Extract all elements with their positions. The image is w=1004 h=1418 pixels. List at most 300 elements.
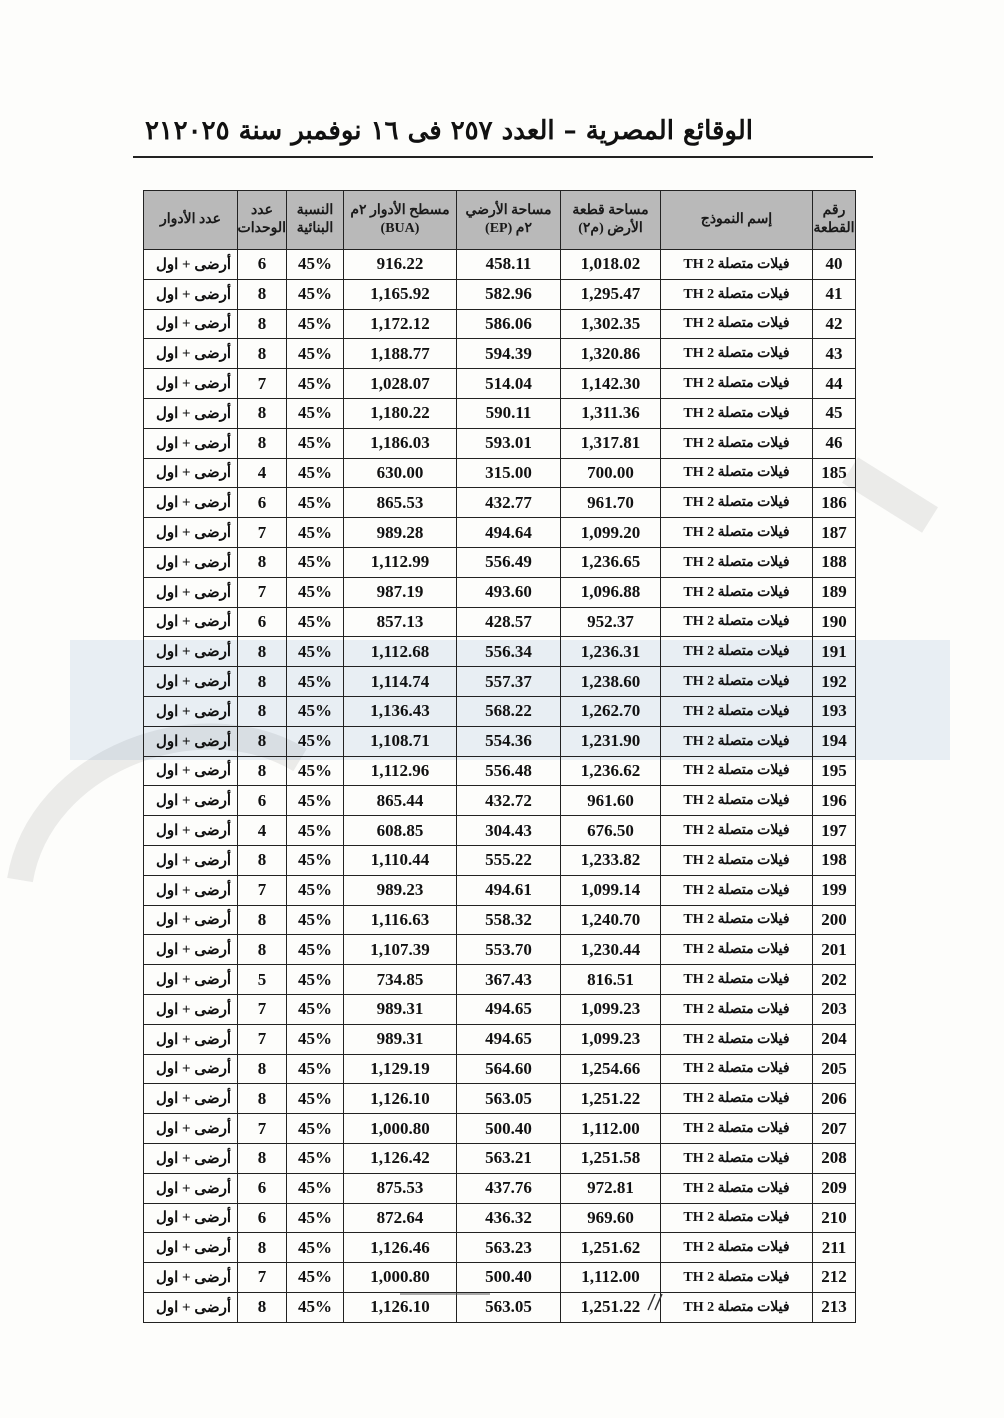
cell-floors: أرضى + اول: [144, 845, 238, 875]
cell-building-ratio: 45%: [287, 339, 344, 369]
table-row: [144, 726, 856, 756]
cell-units: 8: [238, 935, 287, 965]
cell-model-name: فيلات متصلة TH 2: [661, 607, 813, 637]
cell-plot-area: 676.50: [561, 816, 661, 846]
cell-model-name: فيلات متصلة TH 2: [661, 488, 813, 518]
table-header-row: [144, 191, 856, 250]
cell-plot-number: 208: [813, 1143, 856, 1173]
cell-floors: أرضى + اول: [144, 458, 238, 488]
table-row: [144, 369, 856, 399]
cell-building-ratio: 45%: [287, 1114, 344, 1144]
cell-plot-area: 1,236.62: [561, 756, 661, 786]
cell-model-name: فيلات متصلة TH 2: [661, 1084, 813, 1114]
table-row: [144, 756, 856, 786]
cell-floors: أرضى + اول: [144, 428, 238, 458]
cell-building-ratio: 45%: [287, 875, 344, 905]
cell-plot-area: 1,142.30: [561, 369, 661, 399]
col-ground-area: مساحة الأرضي ٢م (EP): [457, 191, 561, 250]
cell-plot-number: 197: [813, 816, 856, 846]
cell-model-name: فيلات متصلة TH 2: [661, 250, 813, 280]
cell-ground-area: 586.06: [457, 309, 561, 339]
cell-plot-area: 1,233.82: [561, 845, 661, 875]
cell-model-name: فيلات متصلة TH 2: [661, 1024, 813, 1054]
cell-bua: 865.53: [344, 488, 457, 518]
table-row: [144, 875, 856, 905]
cell-units: 5: [238, 965, 287, 995]
cell-bua: 1,116.63: [344, 905, 457, 935]
table-row: [144, 309, 856, 339]
cell-plot-area: 1,230.44: [561, 935, 661, 965]
cell-model-name: فيلات متصلة TH 2: [661, 816, 813, 846]
table-body: [144, 250, 856, 1323]
cell-plot-area: 1,311.36: [561, 398, 661, 428]
cell-ground-area: 556.48: [457, 756, 561, 786]
cell-units: 4: [238, 816, 287, 846]
cell-plot-area: 1,251.22: [561, 1292, 661, 1322]
plots-table: [143, 190, 856, 1323]
cell-building-ratio: 45%: [287, 1292, 344, 1322]
cell-units: 6: [238, 786, 287, 816]
cell-building-ratio: 45%: [287, 667, 344, 697]
table-row: [144, 547, 856, 577]
cell-plot-number: 41: [813, 279, 856, 309]
cell-floors: أرضى + اول: [144, 696, 238, 726]
cell-ground-area: 367.43: [457, 965, 561, 995]
cell-model-name: فيلات متصلة TH 2: [661, 279, 813, 309]
cell-plot-number: 211: [813, 1233, 856, 1263]
cell-plot-area: 1,236.31: [561, 637, 661, 667]
cell-bua: 872.64: [344, 1203, 457, 1233]
cell-model-name: فيلات متصلة TH 2: [661, 309, 813, 339]
cell-plot-area: 1,112.00: [561, 1263, 661, 1293]
cell-floors: أرضى + اول: [144, 756, 238, 786]
cell-bua: 1,126.42: [344, 1143, 457, 1173]
cell-units: 8: [238, 547, 287, 577]
cell-building-ratio: 45%: [287, 488, 344, 518]
cell-ground-area: 555.22: [457, 845, 561, 875]
cell-bua: 1,129.19: [344, 1054, 457, 1084]
table-row: [144, 1203, 856, 1233]
cell-ground-area: 582.96: [457, 279, 561, 309]
cell-bua: 1,108.71: [344, 726, 457, 756]
cell-units: 7: [238, 875, 287, 905]
cell-units: 8: [238, 1054, 287, 1084]
cell-building-ratio: 45%: [287, 309, 344, 339]
cell-floors: أرضى + اول: [144, 339, 238, 369]
col-plot-area: مساحة قطعة الأرض (م٢): [561, 191, 661, 250]
cell-building-ratio: 45%: [287, 816, 344, 846]
cell-ground-area: 563.23: [457, 1233, 561, 1263]
cell-plot-number: 40: [813, 250, 856, 280]
table-row: [144, 667, 856, 697]
cell-floors: أرضى + اول: [144, 994, 238, 1024]
page-number: ٢١: [145, 116, 173, 146]
cell-plot-area: 1,096.88: [561, 577, 661, 607]
table-row: [144, 994, 856, 1024]
cell-units: 8: [238, 1143, 287, 1173]
col-bua: مسطح الأدوار ٢م (BUA): [344, 191, 457, 250]
cell-floors: أرضى + اول: [144, 816, 238, 846]
col-building-ratio: النسبة البنائية: [287, 191, 344, 250]
table-row: [144, 1024, 856, 1054]
cell-building-ratio: 45%: [287, 577, 344, 607]
cell-ground-area: 594.39: [457, 339, 561, 369]
table-row: [144, 1054, 856, 1084]
cell-building-ratio: 45%: [287, 398, 344, 428]
table-row: [144, 905, 856, 935]
cell-floors: أرضى + اول: [144, 1292, 238, 1322]
cell-plot-number: 205: [813, 1054, 856, 1084]
cell-floors: أرضى + اول: [144, 1084, 238, 1114]
cell-plot-number: 204: [813, 1024, 856, 1054]
plots-table-wrap: [143, 190, 855, 1323]
cell-floors: أرضى + اول: [144, 488, 238, 518]
cell-floors: أرضى + اول: [144, 250, 238, 280]
cell-floors: أرضى + اول: [144, 786, 238, 816]
cell-building-ratio: 45%: [287, 696, 344, 726]
cell-plot-area: 1,231.90: [561, 726, 661, 756]
cell-building-ratio: 45%: [287, 935, 344, 965]
cell-model-name: فيلات متصلة TH 2: [661, 994, 813, 1024]
cell-ground-area: 553.70: [457, 935, 561, 965]
cell-bua: 1,112.99: [344, 547, 457, 577]
cell-floors: أرضى + اول: [144, 279, 238, 309]
cell-floors: أرضى + اول: [144, 1024, 238, 1054]
table-row: [144, 786, 856, 816]
cell-bua: 1,186.03: [344, 428, 457, 458]
cell-plot-area: 1,236.65: [561, 547, 661, 577]
cell-plot-area: 1,238.60: [561, 667, 661, 697]
cell-plot-area: 1,317.81: [561, 428, 661, 458]
cell-floors: أرضى + اول: [144, 935, 238, 965]
cell-building-ratio: 45%: [287, 637, 344, 667]
cell-building-ratio: 45%: [287, 1024, 344, 1054]
cell-units: 8: [238, 1233, 287, 1263]
cell-model-name: فيلات متصلة TH 2: [661, 369, 813, 399]
cell-bua: 875.53: [344, 1173, 457, 1203]
cell-plot-area: 1,320.86: [561, 339, 661, 369]
cell-units: 7: [238, 577, 287, 607]
cell-plot-number: 185: [813, 458, 856, 488]
cell-units: 8: [238, 726, 287, 756]
cell-model-name: فيلات متصلة TH 2: [661, 965, 813, 995]
cell-bua: 630.00: [344, 458, 457, 488]
footer-marks: [400, 1292, 700, 1312]
cell-ground-area: 568.22: [457, 696, 561, 726]
cell-building-ratio: 45%: [287, 428, 344, 458]
cell-plot-number: 201: [813, 935, 856, 965]
cell-ground-area: 558.32: [457, 905, 561, 935]
table-row: [144, 577, 856, 607]
cell-units: 8: [238, 1084, 287, 1114]
cell-plot-area: 1,099.20: [561, 518, 661, 548]
cell-ground-area: 458.11: [457, 250, 561, 280]
cell-units: 4: [238, 458, 287, 488]
cell-units: 6: [238, 1203, 287, 1233]
page-header: [133, 112, 873, 158]
cell-ground-area: 564.60: [457, 1054, 561, 1084]
cell-model-name: فيلات متصلة TH 2: [661, 1173, 813, 1203]
cell-plot-number: 42: [813, 309, 856, 339]
cell-plot-number: 199: [813, 875, 856, 905]
cell-building-ratio: 45%: [287, 1084, 344, 1114]
cell-floors: أرضى + اول: [144, 875, 238, 905]
cell-building-ratio: 45%: [287, 905, 344, 935]
table-row: [144, 935, 856, 965]
cell-model-name: فيلات متصلة TH 2: [661, 786, 813, 816]
cell-ground-area: 493.60: [457, 577, 561, 607]
cell-floors: أرضى + اول: [144, 905, 238, 935]
cell-plot-number: 206: [813, 1084, 856, 1114]
cell-building-ratio: 45%: [287, 786, 344, 816]
cell-plot-area: 952.37: [561, 607, 661, 637]
cell-model-name: فيلات متصلة TH 2: [661, 667, 813, 697]
cell-plot-number: 202: [813, 965, 856, 995]
cell-bua: 1,172.12: [344, 309, 457, 339]
cell-bua: 1,110.44: [344, 845, 457, 875]
cell-plot-number: 212: [813, 1263, 856, 1293]
cell-building-ratio: 45%: [287, 547, 344, 577]
cell-plot-number: 200: [813, 905, 856, 935]
cell-bua: 1,126.10: [344, 1292, 457, 1322]
cell-building-ratio: 45%: [287, 518, 344, 548]
col-plot-number: رقم القطعة: [813, 191, 856, 250]
cell-floors: أرضى + اول: [144, 667, 238, 697]
cell-bua: 989.23: [344, 875, 457, 905]
cell-plot-number: 44: [813, 369, 856, 399]
cell-model-name: فيلات متصلة TH 2: [661, 1054, 813, 1084]
cell-plot-area: 816.51: [561, 965, 661, 995]
cell-ground-area: 563.05: [457, 1292, 561, 1322]
cell-model-name: فيلات متصلة TH 2: [661, 726, 813, 756]
cell-floors: أرضى + اول: [144, 1143, 238, 1173]
cell-model-name: فيلات متصلة TH 2: [661, 1203, 813, 1233]
cell-bua: 734.85: [344, 965, 457, 995]
cell-building-ratio: 45%: [287, 279, 344, 309]
cell-bua: 989.31: [344, 994, 457, 1024]
cell-building-ratio: 45%: [287, 726, 344, 756]
cell-plot-area: 969.60: [561, 1203, 661, 1233]
gazette-title: الوقائع المصرية – العدد ٢٥٧ فى ١٦ نوفمبر سنة ٢٠٢٥: [173, 116, 753, 146]
cell-floors: أرضى + اول: [144, 1203, 238, 1233]
cell-bua: 608.85: [344, 816, 457, 846]
cell-bua: 1,126.10: [344, 1084, 457, 1114]
cell-building-ratio: 45%: [287, 756, 344, 786]
cell-plot-number: 43: [813, 339, 856, 369]
table-row: [144, 279, 856, 309]
table-row: [144, 1114, 856, 1144]
table-row: [144, 845, 856, 875]
cell-bua: 1,136.43: [344, 696, 457, 726]
cell-plot-number: 191: [813, 637, 856, 667]
cell-plot-area: 1,251.62: [561, 1233, 661, 1263]
cell-floors: أرضى + اول: [144, 1263, 238, 1293]
cell-plot-number: 194: [813, 726, 856, 756]
cell-bua: 989.31: [344, 1024, 457, 1054]
cell-plot-number: 192: [813, 667, 856, 697]
cell-bua: 1,000.80: [344, 1114, 457, 1144]
cell-model-name: فيلات متصلة TH 2: [661, 458, 813, 488]
cell-plot-number: 45: [813, 398, 856, 428]
cell-bua: 1,165.92: [344, 279, 457, 309]
cell-units: 7: [238, 369, 287, 399]
cell-model-name: فيلات متصلة TH 2: [661, 428, 813, 458]
col-model-name: إسم النموذج: [661, 191, 813, 250]
cell-ground-area: 556.49: [457, 547, 561, 577]
table-row: [144, 1084, 856, 1114]
cell-bua: 1,114.74: [344, 667, 457, 697]
table-row: [144, 637, 856, 667]
cell-bua: 1,180.22: [344, 398, 457, 428]
cell-bua: 987.19: [344, 577, 457, 607]
cell-plot-number: 188: [813, 547, 856, 577]
cell-ground-area: 557.37: [457, 667, 561, 697]
cell-plot-number: 209: [813, 1173, 856, 1203]
cell-plot-number: 190: [813, 607, 856, 637]
cell-plot-area: 1,099.23: [561, 994, 661, 1024]
table-row: [144, 428, 856, 458]
cell-ground-area: 500.40: [457, 1114, 561, 1144]
cell-bua: 1,112.68: [344, 637, 457, 667]
cell-floors: أرضى + اول: [144, 637, 238, 667]
cell-floors: أرضى + اول: [144, 1173, 238, 1203]
cell-building-ratio: 45%: [287, 1054, 344, 1084]
cell-model-name: فيلات متصلة TH 2: [661, 518, 813, 548]
table-row: [144, 965, 856, 995]
cell-plot-area: 1,099.23: [561, 1024, 661, 1054]
table-row: [144, 250, 856, 280]
cell-units: 8: [238, 667, 287, 697]
cell-plot-area: 1,112.00: [561, 1114, 661, 1144]
cell-model-name: فيلات متصلة TH 2: [661, 1292, 813, 1322]
cell-units: 8: [238, 1292, 287, 1322]
table-row: [144, 1233, 856, 1263]
cell-building-ratio: 45%: [287, 250, 344, 280]
cell-model-name: فيلات متصلة TH 2: [661, 935, 813, 965]
cell-model-name: فيلات متصلة TH 2: [661, 845, 813, 875]
cell-plot-number: 193: [813, 696, 856, 726]
cell-units: 7: [238, 518, 287, 548]
cell-model-name: فيلات متصلة TH 2: [661, 905, 813, 935]
cell-model-name: فيلات متصلة TH 2: [661, 1143, 813, 1173]
cell-units: 8: [238, 339, 287, 369]
cell-ground-area: 590.11: [457, 398, 561, 428]
cell-units: 7: [238, 1114, 287, 1144]
cell-bua: 1,107.39: [344, 935, 457, 965]
cell-plot-area: 1,262.70: [561, 696, 661, 726]
cell-bua: 1,000.80: [344, 1263, 457, 1293]
cell-building-ratio: 45%: [287, 458, 344, 488]
cell-floors: أرضى + اول: [144, 965, 238, 995]
cell-units: 6: [238, 1173, 287, 1203]
cell-bua: 857.13: [344, 607, 457, 637]
table-row: [144, 339, 856, 369]
cell-plot-number: 189: [813, 577, 856, 607]
cell-model-name: فيلات متصلة TH 2: [661, 339, 813, 369]
cell-plot-area: 1,018.02: [561, 250, 661, 280]
cell-units: 8: [238, 756, 287, 786]
cell-plot-area: 1,240.70: [561, 905, 661, 935]
cell-model-name: فيلات متصلة TH 2: [661, 637, 813, 667]
cell-plot-number: 196: [813, 786, 856, 816]
table-row: [144, 1263, 856, 1293]
cell-plot-number: 198: [813, 845, 856, 875]
cell-units: 7: [238, 1024, 287, 1054]
cell-ground-area: 500.40: [457, 1263, 561, 1293]
cell-building-ratio: 45%: [287, 1203, 344, 1233]
cell-building-ratio: 45%: [287, 1143, 344, 1173]
cell-ground-area: 563.21: [457, 1143, 561, 1173]
cell-ground-area: 494.65: [457, 1024, 561, 1054]
cell-building-ratio: 45%: [287, 994, 344, 1024]
cell-units: 7: [238, 1263, 287, 1293]
cell-floors: أرضى + اول: [144, 577, 238, 607]
cell-floors: أرضى + اول: [144, 547, 238, 577]
table-row: [144, 816, 856, 846]
cell-ground-area: 556.34: [457, 637, 561, 667]
cell-plot-area: 961.70: [561, 488, 661, 518]
cell-floors: أرضى + اول: [144, 1233, 238, 1263]
cell-building-ratio: 45%: [287, 607, 344, 637]
cell-plot-number: 207: [813, 1114, 856, 1144]
cell-bua: 1,112.96: [344, 756, 457, 786]
cell-ground-area: 593.01: [457, 428, 561, 458]
cell-units: 8: [238, 279, 287, 309]
cell-plot-area: 1,254.66: [561, 1054, 661, 1084]
cell-units: 6: [238, 250, 287, 280]
cell-ground-area: 436.32: [457, 1203, 561, 1233]
cell-floors: أرضى + اول: [144, 607, 238, 637]
cell-plot-area: 961.60: [561, 786, 661, 816]
cell-plot-area: 1,251.58: [561, 1143, 661, 1173]
cell-units: 6: [238, 607, 287, 637]
cell-model-name: فيلات متصلة TH 2: [661, 1263, 813, 1293]
cell-model-name: فيلات متصلة TH 2: [661, 547, 813, 577]
cell-model-name: فيلات متصلة TH 2: [661, 696, 813, 726]
cell-model-name: فيلات متصلة TH 2: [661, 1114, 813, 1144]
cell-bua: 1,028.07: [344, 369, 457, 399]
cell-bua: 1,188.77: [344, 339, 457, 369]
cell-ground-area: 304.43: [457, 816, 561, 846]
cell-model-name: فيلات متصلة TH 2: [661, 577, 813, 607]
cell-building-ratio: 45%: [287, 1233, 344, 1263]
cell-plot-area: 1,302.35: [561, 309, 661, 339]
cell-ground-area: 432.72: [457, 786, 561, 816]
cell-model-name: فيلات متصلة TH 2: [661, 756, 813, 786]
cell-ground-area: 437.76: [457, 1173, 561, 1203]
cell-bua: 989.28: [344, 518, 457, 548]
table-row: [144, 398, 856, 428]
cell-plot-area: 972.81: [561, 1173, 661, 1203]
cell-ground-area: 432.77: [457, 488, 561, 518]
table-row: [144, 488, 856, 518]
cell-units: 7: [238, 994, 287, 1024]
table-row: [144, 458, 856, 488]
cell-ground-area: 494.61: [457, 875, 561, 905]
cell-bua: 1,126.46: [344, 1233, 457, 1263]
cell-model-name: فيلات متصلة TH 2: [661, 398, 813, 428]
cell-plot-area: 1,251.22: [561, 1084, 661, 1114]
cell-plot-area: 1,295.47: [561, 279, 661, 309]
cell-units: 8: [238, 428, 287, 458]
col-floors: عدد الأدوار: [144, 191, 238, 250]
cell-plot-number: 213: [813, 1292, 856, 1322]
cell-ground-area: 494.64: [457, 518, 561, 548]
cell-ground-area: 315.00: [457, 458, 561, 488]
cell-bua: 865.44: [344, 786, 457, 816]
cell-building-ratio: 45%: [287, 1263, 344, 1293]
cell-floors: أرضى + اول: [144, 1114, 238, 1144]
